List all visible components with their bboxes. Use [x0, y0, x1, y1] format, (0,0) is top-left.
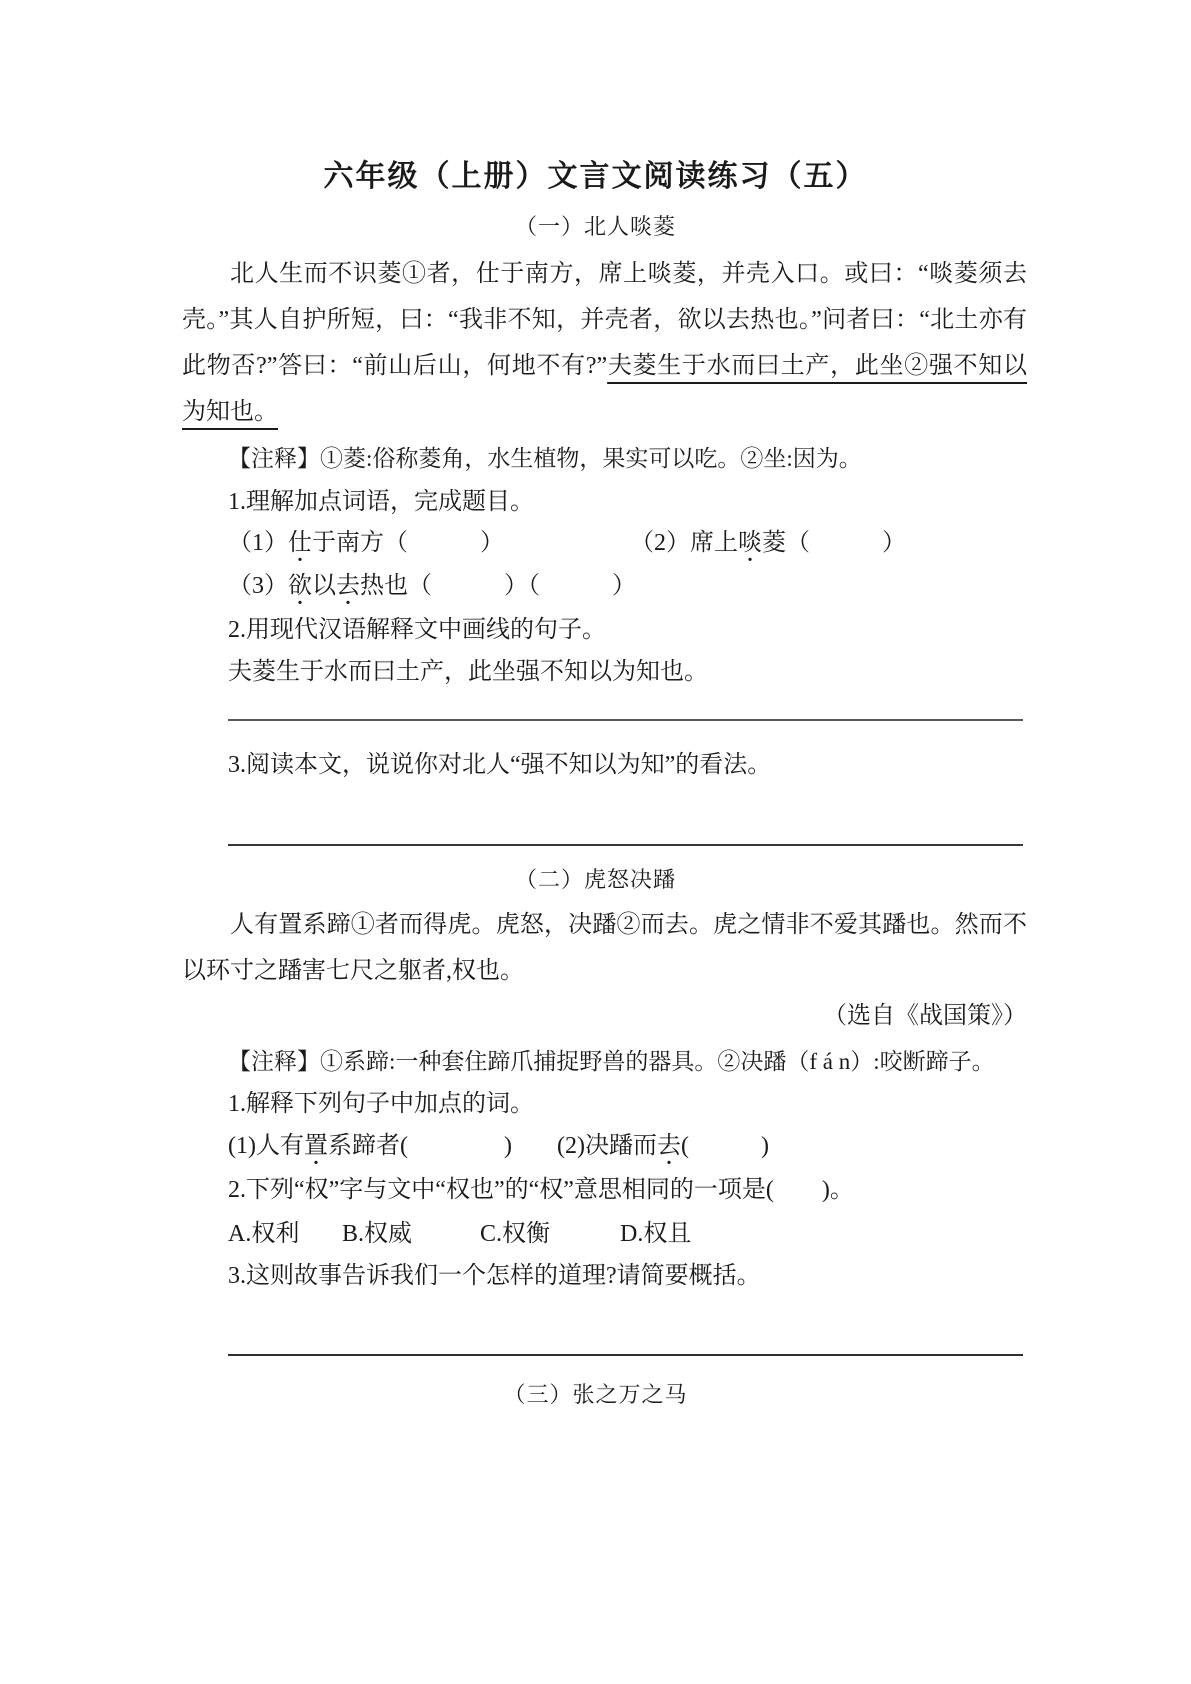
answer-line — [228, 844, 1023, 846]
section2-question1: 1.解释下列句子中加点的词。 — [228, 1091, 534, 1117]
option-a: A.权利 — [228, 1221, 300, 1247]
section2-question1-items-row — [228, 1131, 1027, 1161]
section1-question2: 2.用现代汉语解释文中画线的句子。 — [228, 617, 606, 643]
item1-dotted-char: 置 — [303, 1133, 328, 1159]
section1-q1-item2 — [630, 528, 906, 558]
section2-question2-options — [228, 1219, 1027, 1249]
section2-q1-item2 — [557, 1131, 769, 1161]
option-b: B.权威 — [342, 1221, 413, 1247]
item3-prefix: （3） — [228, 573, 288, 599]
section3-heading: （三）张之万之马 — [503, 1382, 688, 1407]
section1-note: 【注释】①菱:俗称菱角，水生植物，果实可以吃。②坐:因为。 — [228, 446, 862, 471]
answer-line — [228, 719, 1023, 721]
section1-question3: 3.阅读本文，说说你对北人“强不知以为知”的看法。 — [228, 752, 772, 778]
item3-middle: 以 — [312, 573, 336, 599]
section1-heading: （一）北人啖菱 — [514, 214, 676, 239]
answer-line — [228, 1354, 1023, 1356]
section1-passage-underlined-sentence: 夫菱生于水而曰土产，此坐②强不知以为知也。 — [182, 353, 1028, 425]
item2-blank: 菱（ ） — [762, 530, 906, 556]
item1-prefix: (1)人有 — [228, 1133, 304, 1159]
item1-blank: 系蹄者( ) — [327, 1133, 512, 1159]
section2-source-attribution: （选自《战国策》） — [823, 1003, 1027, 1029]
section2-note: 【注释】①系蹄:一种套住蹄爪捕捉野兽的器具。②决蹯（f á n）:咬断蹄子。 — [228, 1049, 995, 1074]
section1-q1-item3 — [228, 571, 1027, 601]
section1-passage — [182, 251, 1027, 435]
item3-blank: 热也（ ）（ ） — [360, 573, 636, 599]
item2-blank: ( ) — [680, 1133, 769, 1159]
section1-question1-items-row — [228, 528, 1027, 558]
item1-blank: 于南方（ ） — [312, 530, 504, 556]
section1-passage-normal: 北人生而不识菱①者，仕于南方，席上啖菱，并壳入口。或曰：“啖菱须去壳。”其人自护所短，曰：“我非不知，并壳者，欲以去热也。”问者曰：“北土亦有此物否?”答曰：“前山后山，何地不有?” — [182, 261, 1027, 379]
item2-dotted-char: 啖 — [738, 530, 762, 556]
section1-question2-sentence: 夫菱生于水而曰土产，此坐强不知以为知也。 — [228, 659, 708, 685]
item3-dotted-char-1: 欲 — [288, 573, 312, 599]
item2-dotted-char: 去 — [656, 1133, 681, 1159]
item1-dotted-char: 仕 — [288, 530, 312, 556]
section1-q1-item1 — [228, 530, 504, 556]
page-title: 六年级（上册）文言文阅读练习（五） — [323, 160, 868, 193]
section2-question2: 2.下列“权”字与文中“权也”的“权”意思相同的一项是( )。 — [228, 1177, 854, 1203]
item2-prefix: （2）席上 — [630, 530, 738, 556]
option-d: D.权且 — [620, 1221, 692, 1247]
item3-dotted-char-2: 去 — [336, 573, 360, 599]
section2-q1-item1 — [228, 1133, 512, 1159]
section1-question1: 1.理解加点词语，完成题目。 — [228, 489, 534, 515]
section2-passage: 人有置系蹄①者而得虎。虎怒，决蹯②而去。虎之情非不爱其蹯也。然而不以环寸之蹯害七尺之躯者,权也。 — [182, 912, 1027, 984]
section2-heading: （二）虎怒决蹯 — [514, 867, 676, 892]
section2-question3: 3.这则故事告诉我们一个怎样的道理?请简要概括。 — [228, 1263, 761, 1289]
option-c: C.权衡 — [480, 1221, 551, 1247]
item1-prefix: （1） — [228, 530, 288, 556]
item2-prefix: (2)决蹯而 — [557, 1133, 657, 1159]
